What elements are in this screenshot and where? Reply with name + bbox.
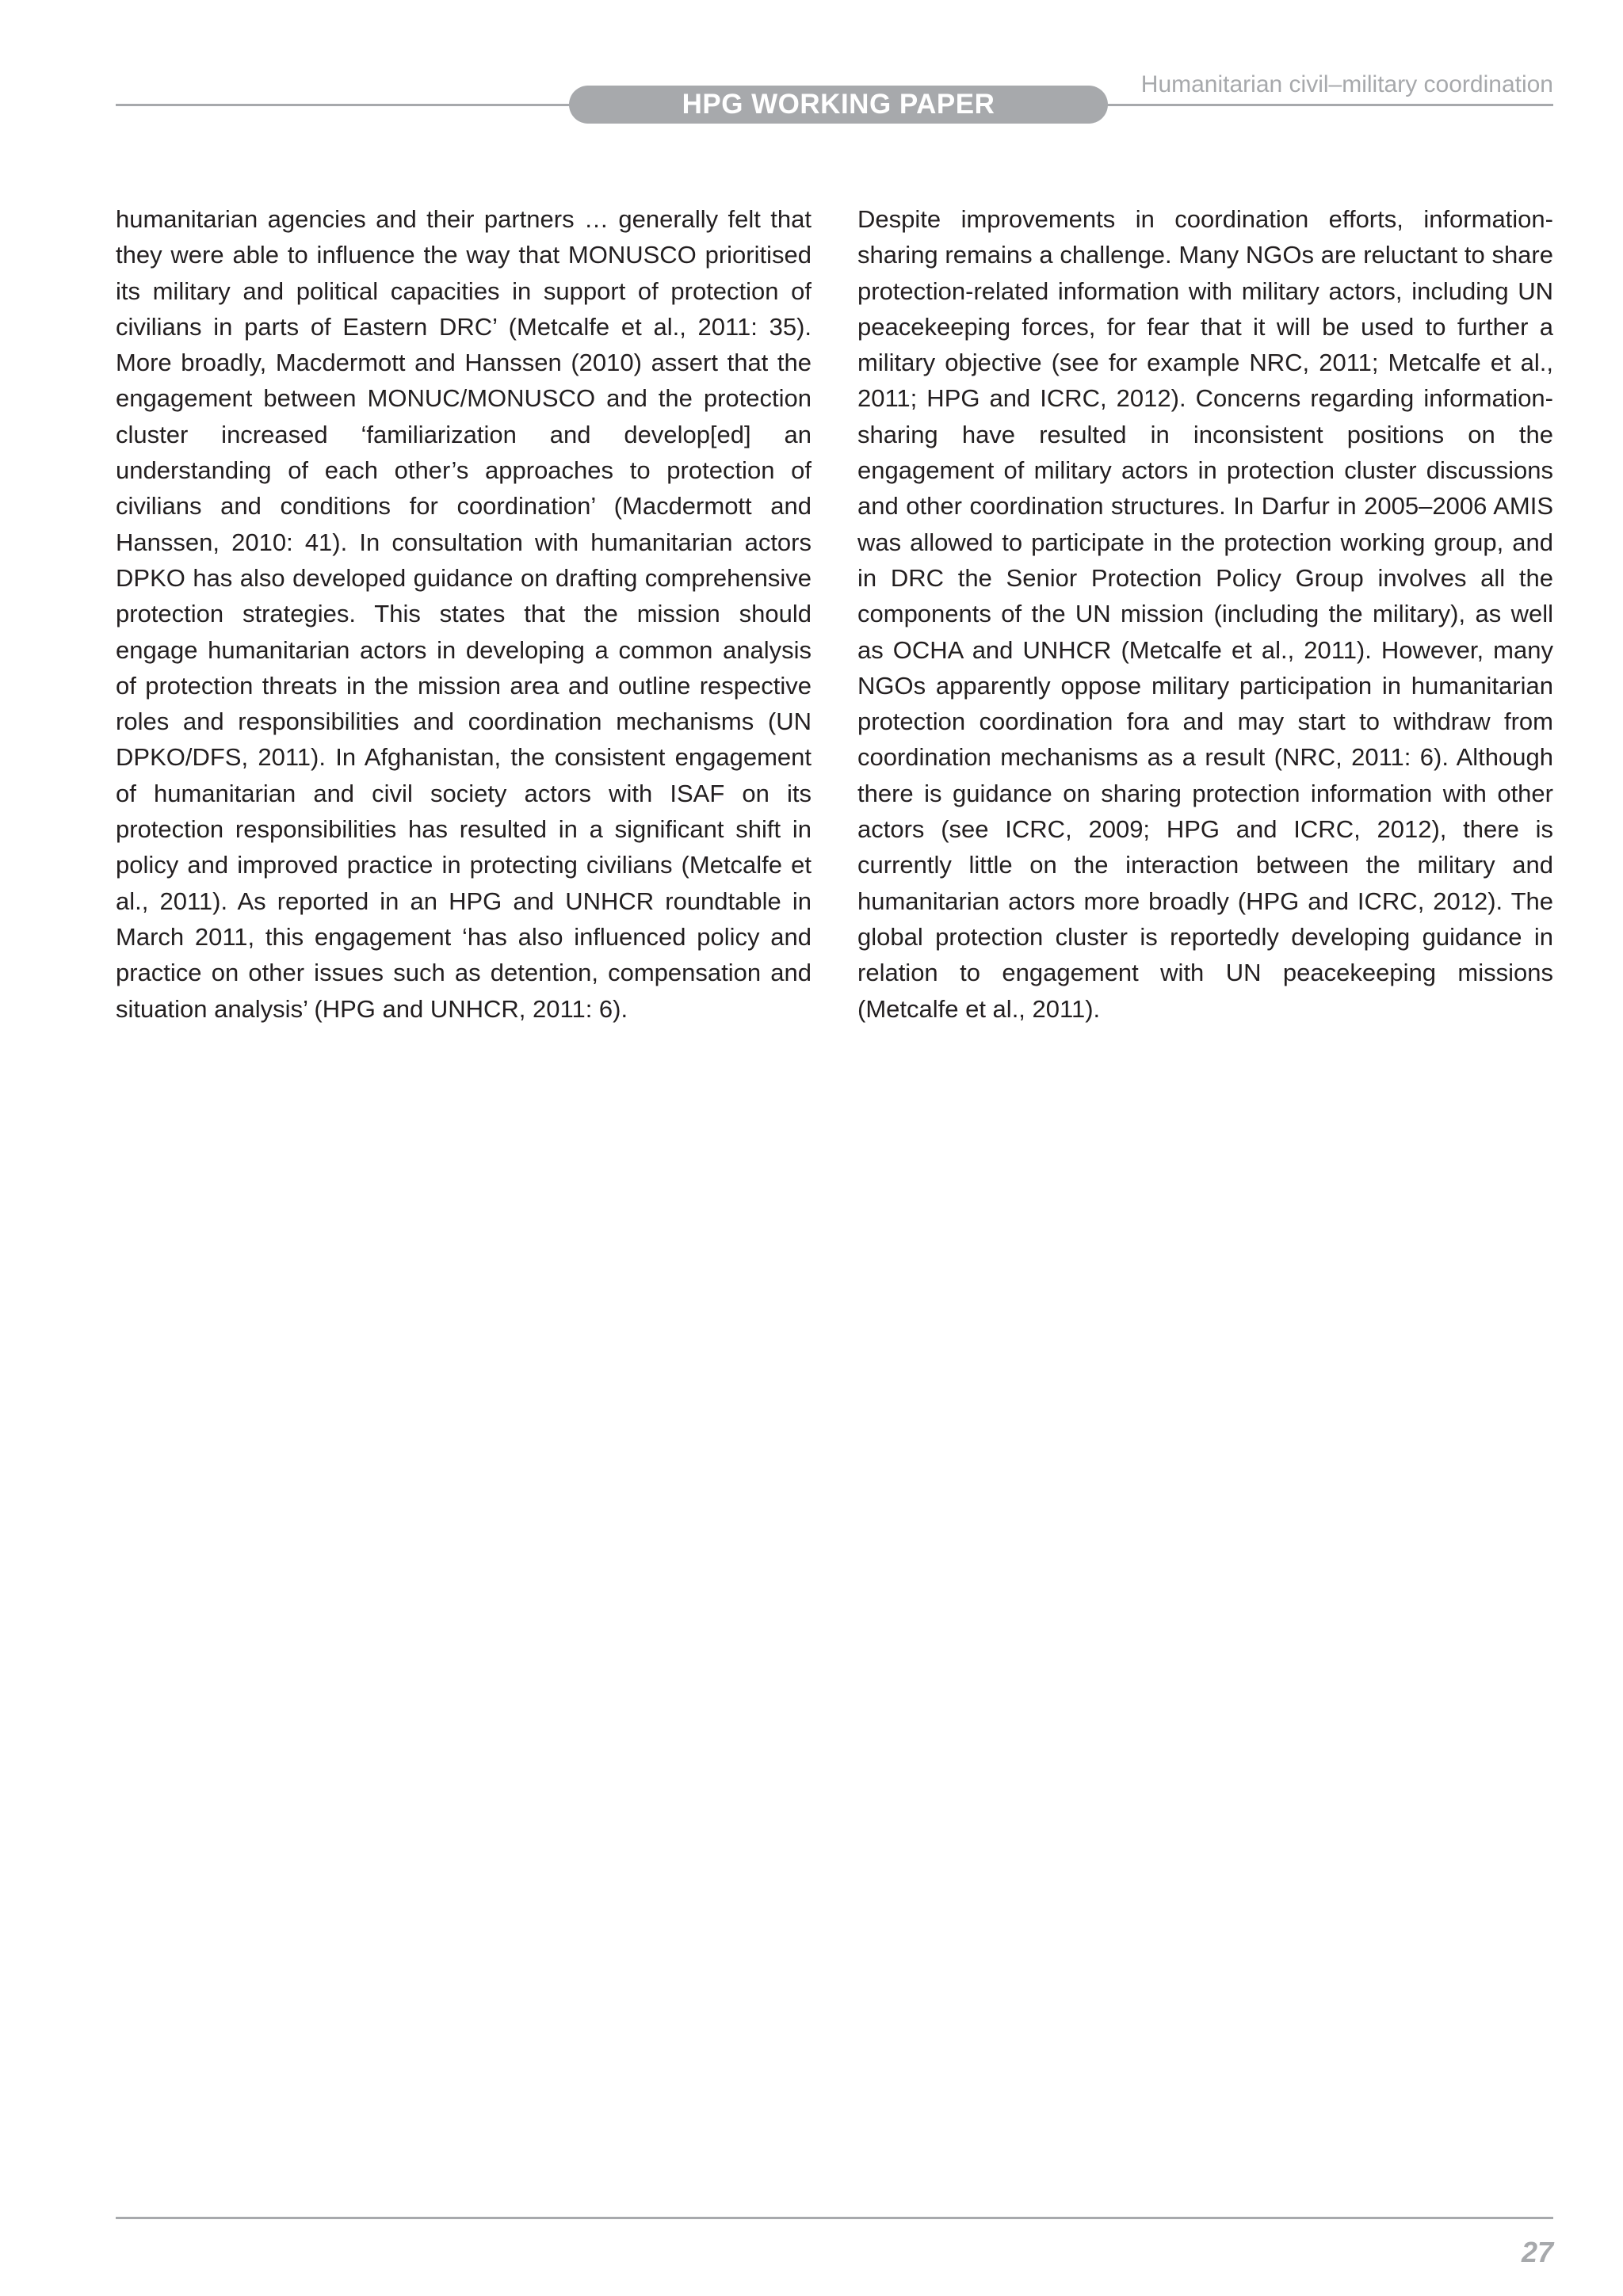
body-column-left: humanitarian agencies and their partners … generally felt that they were able to influence the way that MONUSCO prioritised its military and political capacities in support of protection of civilians in parts of Eastern DRC’ (Metcalfe et al., 2011: 35). More broadly, Macdermott and Hanssen (2010) assert that the engagement between MONUC/MONUSCO and the protection cluster increased ‘familiarization and develop[ed] an understanding of each other’s approaches to protection of civilians and conditions for coordination’ (Macdermott and Hanssen, 2010: 41). In consultation with humanitarian actors DPKO has also developed guidance on drafting comprehensive protection strategies. This states that the mission should engage humanitarian actors in developing a common analysis of protection threats in the mission area and outline respective roles and responsibilities and coordination mechanisms (UN DPKO/DFS, 2011). In Afghanistan, the consistent engagement of humanitarian and civil society actors with ISAF on its protection responsibilities has resulted in a significant shift in policy and improved practice in protecting civilians (Metcalfe et al., 2011). As reported in an HPG and UNHCR roundtable in March 2011, this engagement ‘has also influenced policy and practice on other issues such as detention, compensation and situation analysis’ (HPG and UNHCR, 2011: 6). <box>116 205 812 1023</box>
page-number: 27 <box>1521 2236 1553 2268</box>
series-label-tab <box>569 86 1108 124</box>
series-label: HPG WORKING PAPER <box>682 89 995 120</box>
body-column-right: Despite improvements in coordination efforts, information-sharing remains a challenge. Many NGOs are reluctant to share protection-related information with military actors, including UN peacekeeping forces, for fear that it will be used to further a military objective (see for example NRC, 2011; Metcalfe et al., 2011; HPG and ICRC, 2012). Concerns regarding information-sharing have resulted in inconsistent positions on the engagement of military actors in protection cluster discussions and other coordination structures. In Darfur in 2005–2006 AMIS was allowed to participate in the protection working group, and in DRC the Senior Protection Policy Group involves all the components of the UN mission (including the military), as well as OCHA and UNHCR (Metcalfe et al., 2011). However, many NGOs apparently oppose military participation in humanitarian protection coordination fora and may start to withdraw from coordination mechanisms as a result (NRC, 2011: 6). Although there is guidance on sharing protection information with other actors (see ICRC, 2009; HPG and ICRC, 2012), there is currently little on the interaction between the military and humanitarian actors more broadly (HPG and ICRC, 2012). The global protection cluster is reportedly developing guidance in relation to engagement with UN peacekeeping missions (Metcalfe et al., 2011). <box>857 205 1553 1023</box>
footer-rule <box>116 2217 1553 2219</box>
running-title: Humanitarian civil–military coordination <box>1140 71 1553 97</box>
